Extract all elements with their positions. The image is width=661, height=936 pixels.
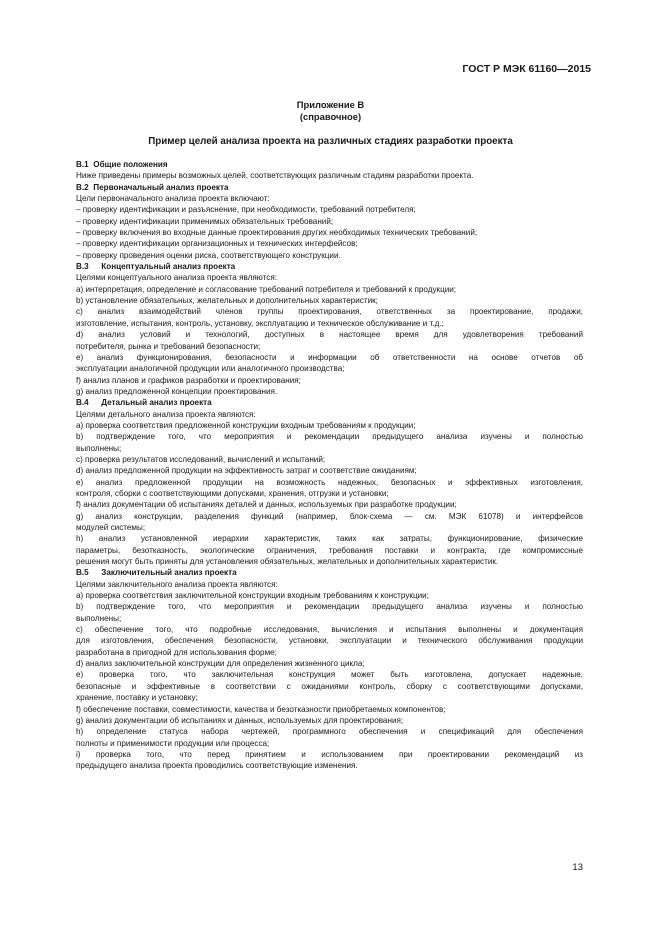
- text-line: b) подтверждение того, что мероприятия и рекомендации предыдущего анализа изучены и полностью: [76, 602, 583, 612]
- text-line: a) интерпретация, определение и согласование требований потребителя и требований к продукции;: [76, 284, 457, 294]
- text-line: разработана в пригодной для использования форме;: [76, 647, 277, 657]
- section-heading: [76, 159, 583, 170]
- section-title: Концептуальный анализ проекта: [101, 262, 236, 272]
- section-number: В.1: [76, 160, 89, 169]
- text-line: потребителя, рынка и требований безопасности;: [76, 341, 261, 351]
- text-line: d) анализ заключительной конструкции для определения жизненного цикла;: [76, 659, 365, 669]
- text-line: Целями заключительного анализа проекта являются:: [76, 579, 278, 589]
- text-line: f) обеспечение поставки, совместимости, качества и безотказности приобретаемых компонентов;: [76, 704, 446, 714]
- section-heading: [76, 182, 583, 193]
- section-number: В.4: [76, 398, 89, 408]
- text-line: параметры, безотказность, экологические ограничения, требования поставки и контракта, где компромиссные: [76, 545, 583, 555]
- section-title: Общие положения: [93, 160, 168, 169]
- text-line: f) анализ планов и графиков разработки и проектирования;: [76, 375, 301, 385]
- text-line: для изготовления, обеспечения безопасности, установки, эксплуатации и технического обслуживания продукции: [76, 636, 583, 646]
- text-line: модулей системы;: [76, 523, 146, 532]
- text-line: эксплуатации аналогичной продукции или аналогичного производства;: [76, 364, 345, 374]
- text-line: g) анализ конструкции, разделения функций (например, блок-схема — см. МЭК 61078) и интерфейсов: [76, 511, 583, 521]
- text-line: Целями детального анализа проекта являются:: [76, 409, 256, 419]
- document-body: [76, 159, 583, 772]
- standard-designation: ГОСТ Р МЭК 61160—2015: [462, 63, 591, 75]
- text-line: g) анализ предложенной концепции проектирования.: [76, 386, 278, 396]
- text-line: h) определение статуса набора чертежей, программного обеспечения и спецификаций для обеспечения: [76, 727, 583, 737]
- text-line: Цели первоначального анализа проекта включают:: [76, 194, 270, 204]
- text-line: Ниже приведены примеры возможных целей, соответствующих различным стадиям разработки проекта.: [76, 171, 474, 181]
- text-line: a) проверка соответствия предложенной конструкции входным требованиям к продукции;: [76, 420, 416, 430]
- text-line: b) установление обязательных, желательных и дополнительных характеристик;: [76, 296, 378, 306]
- document-title: Пример целей анализа проекта на различных стадиях разработки проекта: [148, 136, 513, 147]
- text-line: – проверку включения во входные данные проектирования других необходимых технических требований;: [76, 228, 478, 238]
- text-line: хранение, поставку и установку;: [76, 693, 198, 703]
- text-line: изготовление, испытания, контроль, установку, эксплуатацию и техническое обслуживание и т.д.;: [76, 318, 444, 328]
- text-line: выполнены;: [76, 613, 122, 623]
- text-line: c) проверка результатов исследований, вычислений и испытаний;: [76, 454, 326, 464]
- text-line: f) анализ документации об испытаниях деталей и данных, используемых при разработке продукции;: [76, 500, 457, 510]
- text-line: h) анализ установленной иерархии характеристик, таких как затраты, функционирование, физические: [76, 534, 583, 544]
- text-line: – проверку идентификации применимых обязательных требований;: [76, 216, 334, 226]
- section-number: В.3: [76, 262, 89, 272]
- section-heading: [76, 261, 583, 272]
- annex-title: Приложение В: [296, 99, 365, 110]
- text-line: b) подтверждение того, что мероприятия и рекомендации предыдущего анализа изучены и полностью: [76, 432, 583, 442]
- text-line: выполнены;: [76, 443, 122, 453]
- text-line: e) анализ функционирования, безопасности и информации об ответственности на основе отчетов об: [76, 352, 583, 362]
- text-line: – проверку проведения оценки риска, соответствующего конструкции.: [76, 250, 341, 260]
- text-line: решения могут быть приняты для установления обязательных, желательных и дополнительных характеристик.: [76, 557, 499, 567]
- page-number: 13: [572, 862, 583, 873]
- section-number: В.5: [76, 568, 89, 578]
- section-heading: [76, 567, 583, 578]
- text-line: c) анализ взаимодействий членов группы проектирования, ответственных за проектирование, продажи,: [76, 307, 583, 317]
- annex-note: (справочное): [299, 111, 362, 122]
- section-heading: [76, 397, 583, 408]
- text-line: i) проверка того, что перед принятием и использованием при проектировании рекомендаций из: [76, 749, 583, 759]
- text-line: контроля, сборки с соответствующими допусками, хранения, отгрузки и установки;: [76, 488, 389, 498]
- annex-heading: [0, 99, 661, 123]
- text-line: d) анализ условий и технологий, доступных в настоящее время для удовлетворения требований: [76, 330, 583, 340]
- text-line: c) обеспечение того, что подробные исследования, вычисления и испытания выполнены и документация: [76, 625, 583, 635]
- text-line: – проверку идентификации и разъяснение, при необходимости, требований потребителя;: [76, 205, 416, 215]
- text-line: d) анализ предложенной продукции на эффективность затрат и соответствие ожиданиям;: [76, 466, 417, 476]
- text-line: a) проверка соответствия заключительной конструкции входным требованиям к конструкции;: [76, 591, 429, 601]
- text-line: – проверку идентификации организационных и технических интерфейсов;: [76, 239, 358, 249]
- text-line: предыдущего анализа проекта проводились соответствующие изменения.: [76, 761, 358, 771]
- section-title: Первоначальный анализ проекта: [93, 182, 229, 192]
- text-line: безопасные и эффективные в соответствии с ожиданиями контроль, сборку с соответствующими допусками,: [76, 681, 583, 691]
- text-line: g) анализ документации об испытаниях и данных, используемых для проектирования;: [76, 715, 404, 725]
- text-line: полноты и применимости продукции или процесса;: [76, 738, 270, 748]
- section-title: Детальный анализ проекта: [101, 398, 212, 408]
- text-line: e) анализ предложенной продукции на возможность надежных, безопасных и эффективных изготовления,: [76, 477, 583, 487]
- text-line: e) проверка того, что заключительная конструкция может быть изготовлена, допускает надежные,: [76, 670, 583, 680]
- text-line: Целями концептуального анализа проекта являются:: [76, 273, 278, 283]
- section-title: Заключительный анализ проекта: [101, 568, 237, 578]
- section-number: В.2: [76, 182, 89, 192]
